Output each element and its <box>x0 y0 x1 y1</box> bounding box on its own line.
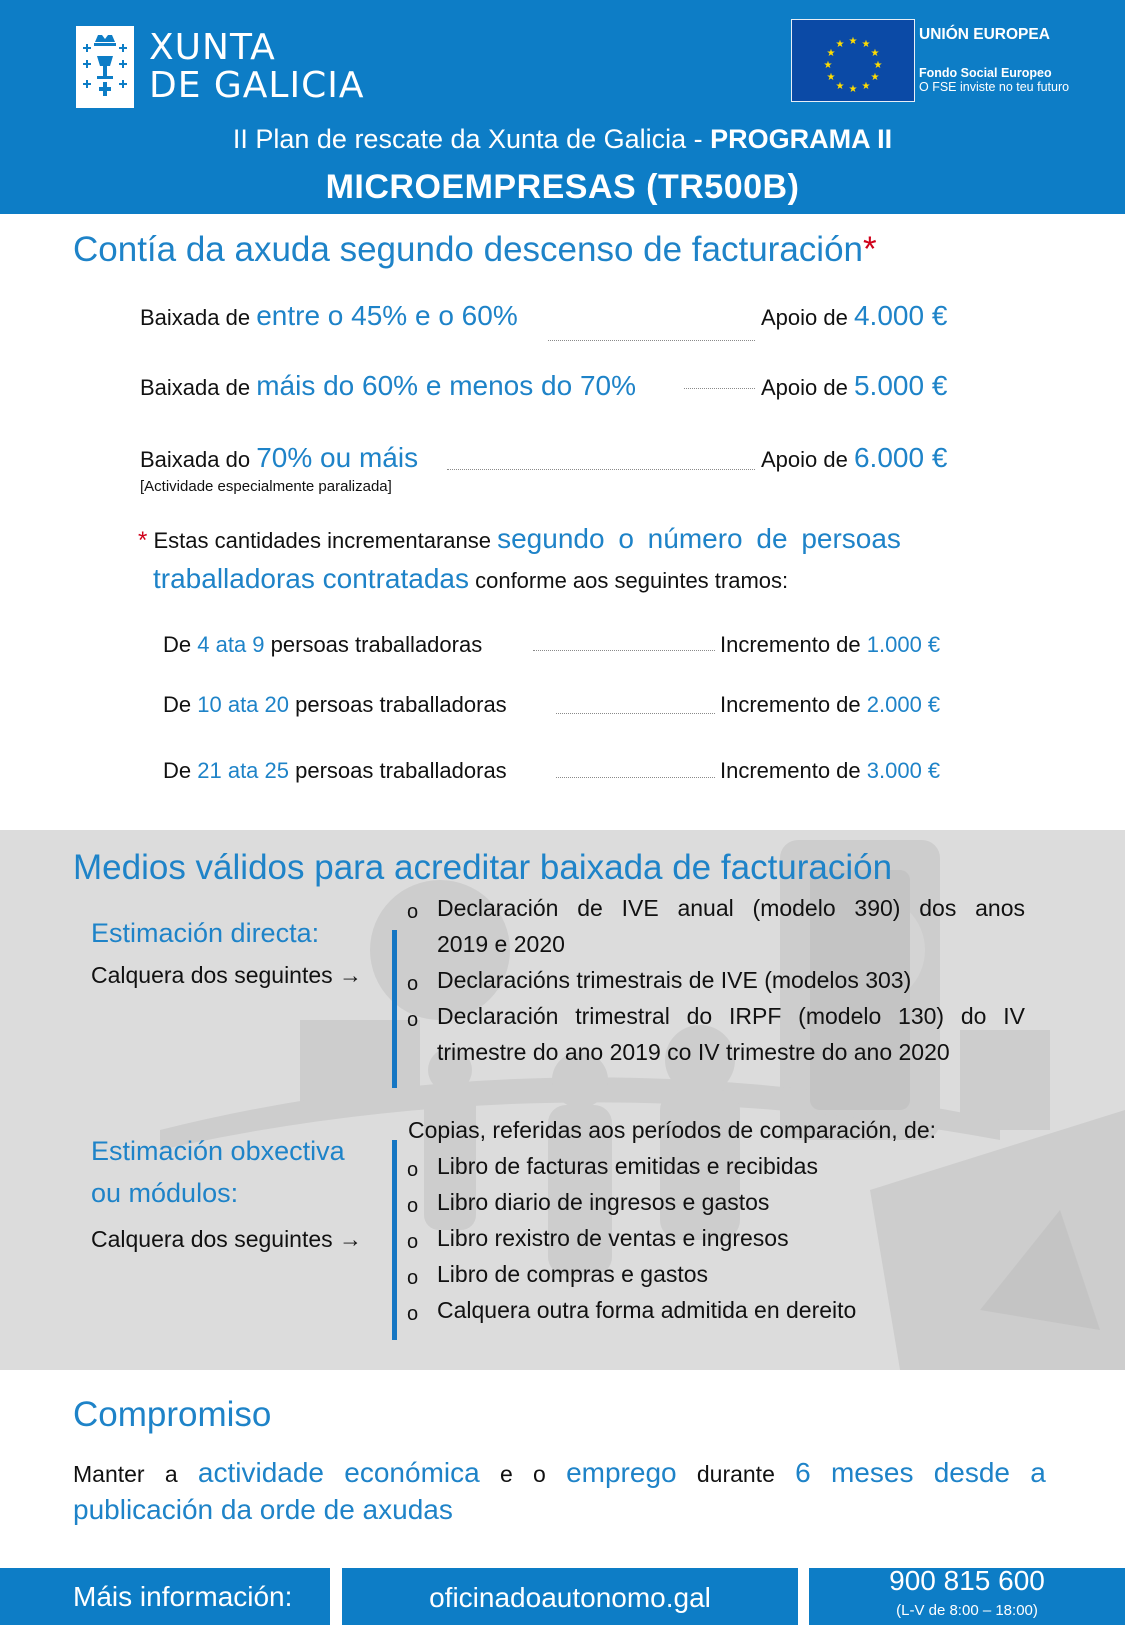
dotted-leader <box>533 650 715 651</box>
svg-text:★: ★ <box>823 60 833 71</box>
galicia-shield-icon <box>76 26 134 108</box>
list-bullet: o <box>407 1267 419 1289</box>
tramo-row-2 <box>163 692 507 718</box>
dotted-leader <box>684 388 755 389</box>
list-bullet: o <box>407 1231 419 1253</box>
eu-fund: Fondo Social Europeo <box>919 66 1052 80</box>
svg-text:★: ★ <box>873 60 883 71</box>
objective-intro: Copias, referidas aos períodos de comparación, de: <box>408 1117 937 1143</box>
increment-paragraph-line-1 <box>138 523 901 555</box>
commitment-highlight: desde <box>933 1457 1011 1488</box>
objective-item-1: Libro de facturas emitidas e recibidas <box>437 1153 818 1179</box>
svg-text:★: ★ <box>861 39 871 50</box>
row-range: entre o 45% e o 60% <box>256 300 518 331</box>
aid-row-3 <box>140 442 418 474</box>
website-text[interactable]: oficinadoautonomo.gal <box>429 1582 711 1613</box>
support-amount: 4.000 € <box>853 300 948 331</box>
tramo-de: De <box>163 758 198 783</box>
commitment-word: e <box>499 1461 513 1487</box>
tramo-row-1-increment <box>720 632 940 658</box>
eu-caption <box>919 22 1069 94</box>
means-section-title: Medios válidos para acreditar baixada de facturación <box>73 848 893 887</box>
list-bullet: o <box>407 901 419 923</box>
support-prefix: Apoio de <box>761 447 854 472</box>
list-bullet: o <box>407 973 419 995</box>
asterisk-mark: * <box>138 527 148 554</box>
direct-divider-bar <box>392 930 397 1088</box>
increment-prefix: Incremento de <box>720 758 867 783</box>
increment-text-2: conforme aos seguintes tramos: <box>468 568 789 593</box>
phone-box[interactable] <box>809 1565 1125 1625</box>
tramo-label: persoas traballadoras <box>289 758 507 783</box>
eu-flag-icon <box>791 19 915 102</box>
support-amount: 5.000 € <box>853 370 948 401</box>
commitment-word: o <box>533 1461 546 1487</box>
eu-motto: O FSE inviste no teu futuro <box>919 80 1070 94</box>
tramo-label: persoas traballadoras <box>289 692 507 717</box>
svg-text:★: ★ <box>848 36 858 47</box>
commitment-section-title: Compromiso <box>73 1395 272 1434</box>
svg-text:★: ★ <box>835 39 845 50</box>
increment-prefix: Incremento de <box>720 692 867 717</box>
phone-hours: (L-V de 8:00 – 18:00) <box>896 1602 1038 1619</box>
objective-estimation-heading-1: Estimación obxectiva <box>91 1136 345 1166</box>
tramo-row-3-increment <box>720 758 940 784</box>
list-bullet: o <box>407 1195 419 1217</box>
list-bullet: o <box>407 1159 419 1181</box>
svg-text:★: ★ <box>861 81 871 92</box>
commitment-highlight: meses <box>830 1457 914 1488</box>
support-amount: 6.000 € <box>853 442 948 473</box>
tramo-range: 4 ata 9 <box>197 632 265 657</box>
dotted-leader <box>556 713 715 714</box>
objective-item-5: Calquera outra forma admitida en dereito <box>437 1297 857 1323</box>
objective-item-4: Libro de compras e gastos <box>437 1261 709 1287</box>
increment-amount: 3.000 € <box>866 758 941 783</box>
tramo-label: persoas traballadoras <box>264 632 483 657</box>
tramo-de: De <box>163 632 198 657</box>
dotted-leader <box>447 469 755 470</box>
objective-divider-bar <box>392 1140 397 1340</box>
svg-text:★: ★ <box>826 48 836 59</box>
row-prefix: Baixada de <box>140 305 257 330</box>
commitment-highlight: 6 <box>795 1457 811 1488</box>
direct-item-1-cont: 2019 e 2020 <box>437 931 565 957</box>
aid-row-1-support <box>761 300 947 332</box>
aid-title-text: Contía da axuda segundo descenso de facturación <box>73 230 864 269</box>
commitment-word: a <box>164 1461 178 1487</box>
svg-text:★: ★ <box>826 72 836 83</box>
commitment-line-1 <box>73 1457 1046 1489</box>
dotted-leader <box>548 340 755 341</box>
asterisk-mark: * <box>863 230 877 269</box>
dotted-leader <box>556 777 715 778</box>
plan-prefix: II Plan de rescate da Xunta de Galicia - <box>232 124 711 154</box>
objective-estimation-sub: Calquera dos seguintes → <box>91 1226 363 1252</box>
objective-estimation-heading-2: ou módulos: <box>91 1178 239 1208</box>
direct-item-2: Declaracións trimestrais de IVE (modelos 303) <box>437 967 912 993</box>
tramo-range: 10 ata 20 <box>197 692 289 717</box>
increment-highlight-2: traballadoras contratadas <box>153 563 469 594</box>
info-label: Máis información: <box>73 1581 293 1612</box>
objective-item-3: Libro rexistro de ventas e ingresos <box>437 1225 789 1251</box>
direct-estimation-heading: Estimación directa: <box>91 918 320 948</box>
svg-text:★: ★ <box>870 48 880 59</box>
support-prefix: Apoio de <box>761 375 854 400</box>
header-banner <box>0 0 1125 214</box>
increment-amount: 1.000 € <box>866 632 941 657</box>
direct-item-1: Declaración de IVE anual (modelo 390) dos anos <box>437 895 1025 921</box>
aid-row-2-support <box>761 370 947 402</box>
xunta-wordmark <box>149 29 365 105</box>
tramo-row-1 <box>163 632 482 658</box>
aid-row-3-support <box>761 442 947 474</box>
commitment-highlight: emprego <box>566 1457 677 1488</box>
direct-item-3: Declaración trimestral do IRPF (modelo 130) do IV <box>437 1003 1025 1029</box>
direct-estimation-sub: Calquera dos seguintes → <box>91 962 363 988</box>
xunta-logo <box>76 26 365 108</box>
svg-text:★: ★ <box>835 81 845 92</box>
support-prefix: Apoio de <box>761 305 854 330</box>
eu-title: UNIÓN EUROPEA <box>919 26 1050 43</box>
svg-text:★: ★ <box>870 72 880 83</box>
tramo-range: 21 ata 25 <box>197 758 289 783</box>
phone-number[interactable]: 900 815 600 <box>889 1565 1045 1596</box>
commitment-highlight: económica <box>344 1457 480 1488</box>
increment-amount: 2.000 € <box>866 692 941 717</box>
list-bullet: o <box>407 1303 419 1325</box>
row-prefix: Baixada de <box>140 375 257 400</box>
info-label-box <box>0 1568 330 1625</box>
logo-line-1: XUNTA <box>149 27 276 68</box>
increment-highlight-1: segundo o número de persoas <box>497 523 901 554</box>
commitment-highlight-line-2: publicación da orde de axudas <box>73 1494 453 1525</box>
website-link[interactable] <box>342 1568 798 1625</box>
means-section-background <box>0 830 1125 1370</box>
footer <box>0 1565 1125 1625</box>
commitment-word: durante <box>696 1461 775 1487</box>
row-note: [Actividade especialmente paralizada] <box>140 478 392 495</box>
direct-item-3-cont: trimestre do ano 2019 co IV trimestre do ano 2020 <box>437 1039 950 1065</box>
objective-item-2: Libro diario de ingresos e gastos <box>437 1189 770 1215</box>
commitment-word: Manter <box>73 1461 145 1487</box>
logo-line-2: DE GALICIA <box>149 65 365 106</box>
increment-paragraph-line-2 <box>153 563 788 595</box>
list-bullet: o <box>407 1009 419 1031</box>
plan-program: PROGRAMA II <box>710 124 893 154</box>
program-name: MICROEMPRESAS (TR500B) <box>325 168 800 206</box>
tramo-de: De <box>163 692 198 717</box>
aid-row-1 <box>140 300 518 332</box>
increment-prefix: Incremento de <box>720 632 867 657</box>
row-prefix: Baixada do <box>140 447 257 472</box>
commitment-highlight: actividade <box>197 1457 325 1488</box>
plan-title <box>0 124 1125 155</box>
svg-text:★: ★ <box>848 84 858 95</box>
increment-text-1: Estas cantidades incrementaranse <box>153 528 498 553</box>
commitment-highlight: a <box>1030 1457 1046 1488</box>
tramo-row-2-increment <box>720 692 940 718</box>
tramo-row-3 <box>163 758 507 784</box>
row-range: 70% ou máis <box>256 442 419 473</box>
aid-section-title <box>73 230 877 270</box>
row-range: máis do 60% e menos do 70% <box>256 370 636 401</box>
aid-row-2 <box>140 370 636 402</box>
